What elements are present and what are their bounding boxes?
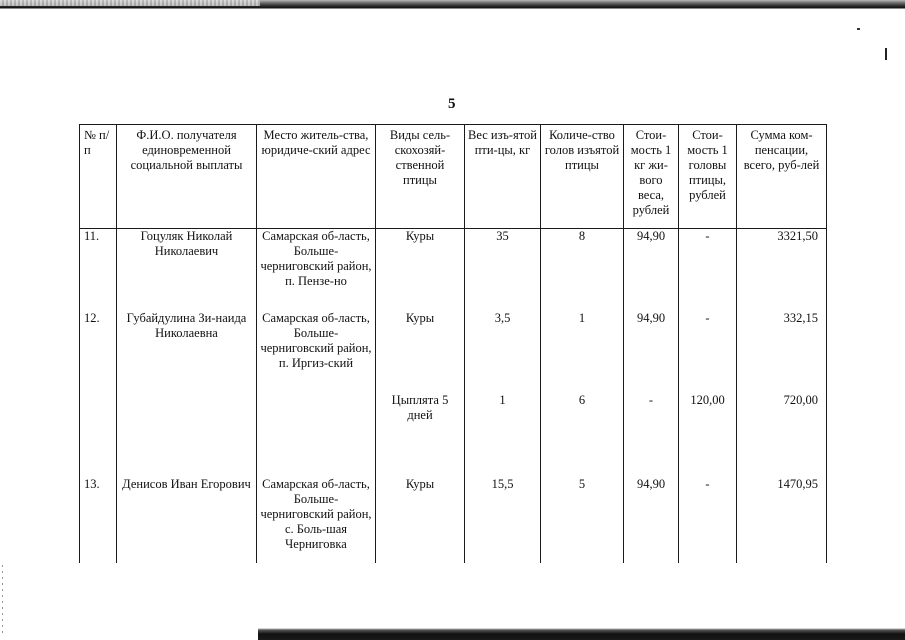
price-per-head: -	[679, 477, 737, 563]
bird-type: Куры	[376, 311, 465, 393]
table-row	[80, 229, 827, 311]
bird-type: Цыплята 5 дней	[376, 393, 465, 477]
price-per-kg: 94,90	[624, 311, 679, 393]
row-number: 12.	[80, 311, 117, 393]
weight: 35	[465, 229, 541, 311]
weight: 15,5	[465, 477, 541, 563]
header-head-count: Количе-ство голов изъятой птицы	[541, 125, 624, 229]
table-row	[80, 393, 827, 477]
weight: 3,5	[465, 311, 541, 393]
head-count: 6	[541, 393, 624, 477]
header-recipient-name: Ф.И.О. получателя единовременной социальной выплаты	[117, 125, 257, 229]
scan-top-noise	[0, 0, 260, 6]
header-bird-type: Виды сель-скохозяй-ственной птицы	[376, 125, 465, 229]
price-per-head: 120,00	[679, 393, 737, 477]
price-per-kg: 94,90	[624, 477, 679, 563]
price-per-head: -	[679, 311, 737, 393]
price-per-kg: -	[624, 393, 679, 477]
head-count: 1	[541, 311, 624, 393]
compensation-sum: 1470,95	[737, 477, 827, 563]
scan-mark	[857, 28, 860, 30]
table-header-row	[80, 125, 827, 229]
row-number	[80, 393, 117, 477]
compensation-sum: 3321,50	[737, 229, 827, 311]
bird-type: Куры	[376, 229, 465, 311]
recipient-name: Гоцуляк Николай Николаевич	[117, 229, 257, 311]
recipient-name	[117, 393, 257, 477]
head-count: 8	[541, 229, 624, 311]
header-number: № п/п	[80, 125, 117, 229]
row-number: 11.	[80, 229, 117, 311]
header-address: Место житель-ства, юридиче-ский адрес	[257, 125, 376, 229]
compensation-sum: 332,15	[737, 311, 827, 393]
price-per-head: -	[679, 229, 737, 311]
address	[257, 393, 376, 477]
scan-mark	[885, 48, 887, 60]
header-price-per-head: Стои-мость 1 головы птицы, рублей	[679, 125, 737, 229]
page-number: 5	[448, 96, 456, 112]
scan-mark	[2, 565, 3, 635]
table-row	[80, 311, 827, 393]
header-price-per-kg: Стои-мость 1 кг жи-вого веса, рублей	[624, 125, 679, 229]
head-count: 5	[541, 477, 624, 563]
address: Самарская об-ласть, Больше-черниговский район, п. Пензе-но	[257, 229, 376, 311]
row-number: 13.	[80, 477, 117, 563]
weight: 1	[465, 393, 541, 477]
header-compensation-sum: Сумма ком-пенсации, всего, руб-лей	[737, 125, 827, 229]
address: Самарская об-ласть, Больше-черниговский район, п. Иргиз-ский	[257, 311, 376, 393]
compensation-sum: 720,00	[737, 393, 827, 477]
compensation-table	[79, 124, 827, 563]
recipient-name: Денисов Иван Егорович	[117, 477, 257, 563]
scan-bottom-edge	[258, 628, 905, 640]
bird-type: Куры	[376, 477, 465, 563]
recipient-name: Губайдулина Зи-наида Николаевна	[117, 311, 257, 393]
header-weight: Вес изъ-ятой пти-цы, кг	[465, 125, 541, 229]
price-per-kg: 94,90	[624, 229, 679, 311]
table-row	[80, 477, 827, 563]
address: Самарская об-ласть, Больше-черниговский район, с. Боль-шая Черниговка	[257, 477, 376, 563]
